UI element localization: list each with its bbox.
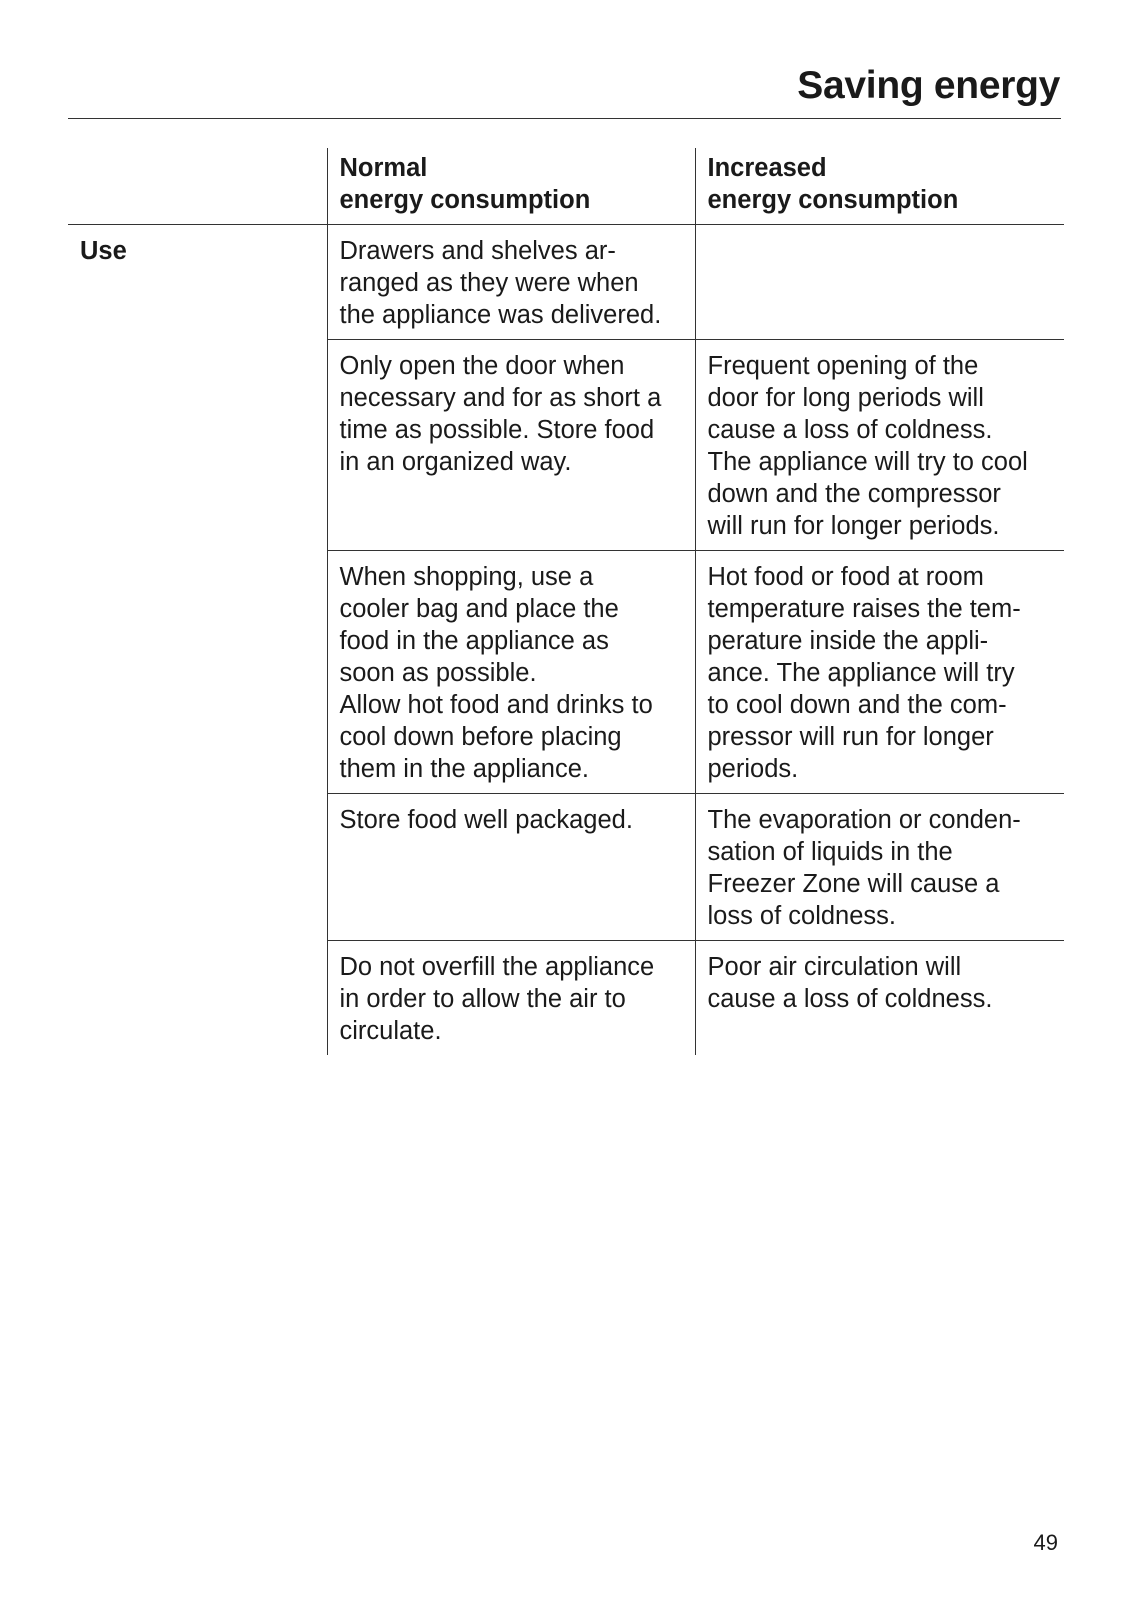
increased-cell: Hot food or food at room temperature raises the tem- perature inside the appli- ance. The appliance will try to cool down and the com- pressor will run for longer periods. — [695, 551, 1064, 794]
category-cell-empty — [68, 340, 327, 551]
header-increased-consumption: Increased energy consumption — [695, 148, 1064, 225]
table-row — [68, 794, 1064, 941]
increased-cell: Frequent opening of the door for long periods will cause a loss of coldness. The appliance will try to cool down and the compressor will run for longer periods. — [695, 340, 1064, 551]
page-number: 49 — [1033, 1530, 1058, 1555]
page-title: Saving energy — [797, 64, 1060, 107]
header-normal-consumption: Normal energy consumption — [327, 148, 695, 225]
header-divider — [68, 118, 1061, 119]
category-cell-empty — [68, 551, 327, 794]
table-row — [68, 551, 1064, 794]
normal-cell: Store food well packaged. — [327, 794, 695, 941]
category-cell-empty — [68, 941, 327, 1056]
table-row — [68, 340, 1064, 551]
category-cell-empty — [68, 794, 327, 941]
header-category — [68, 148, 327, 225]
increased-cell: The evaporation or conden- sation of liquids in the Freezer Zone will cause a loss of coldness. — [695, 794, 1064, 941]
increased-cell — [695, 225, 1064, 340]
table-row — [68, 941, 1064, 1056]
category-label-use: Use — [80, 237, 127, 265]
energy-consumption-table — [68, 148, 1064, 1055]
table-header-row — [68, 148, 1064, 225]
normal-cell: Drawers and shelves ar- ranged as they were when the appliance was delivered. — [327, 225, 695, 340]
increased-cell: Poor air circulation will cause a loss of coldness. — [695, 941, 1064, 1056]
table-row — [68, 225, 1064, 340]
normal-cell: When shopping, use a cooler bag and place the food in the appliance as soon as possible. Allow hot food and drinks to cool down before placing them in the appliance. — [327, 551, 695, 794]
normal-cell: Only open the door when necessary and for as short a time as possible. Store food in an organized way. — [327, 340, 695, 551]
normal-cell: Do not overfill the appliance in order to allow the air to circulate. — [327, 941, 695, 1056]
